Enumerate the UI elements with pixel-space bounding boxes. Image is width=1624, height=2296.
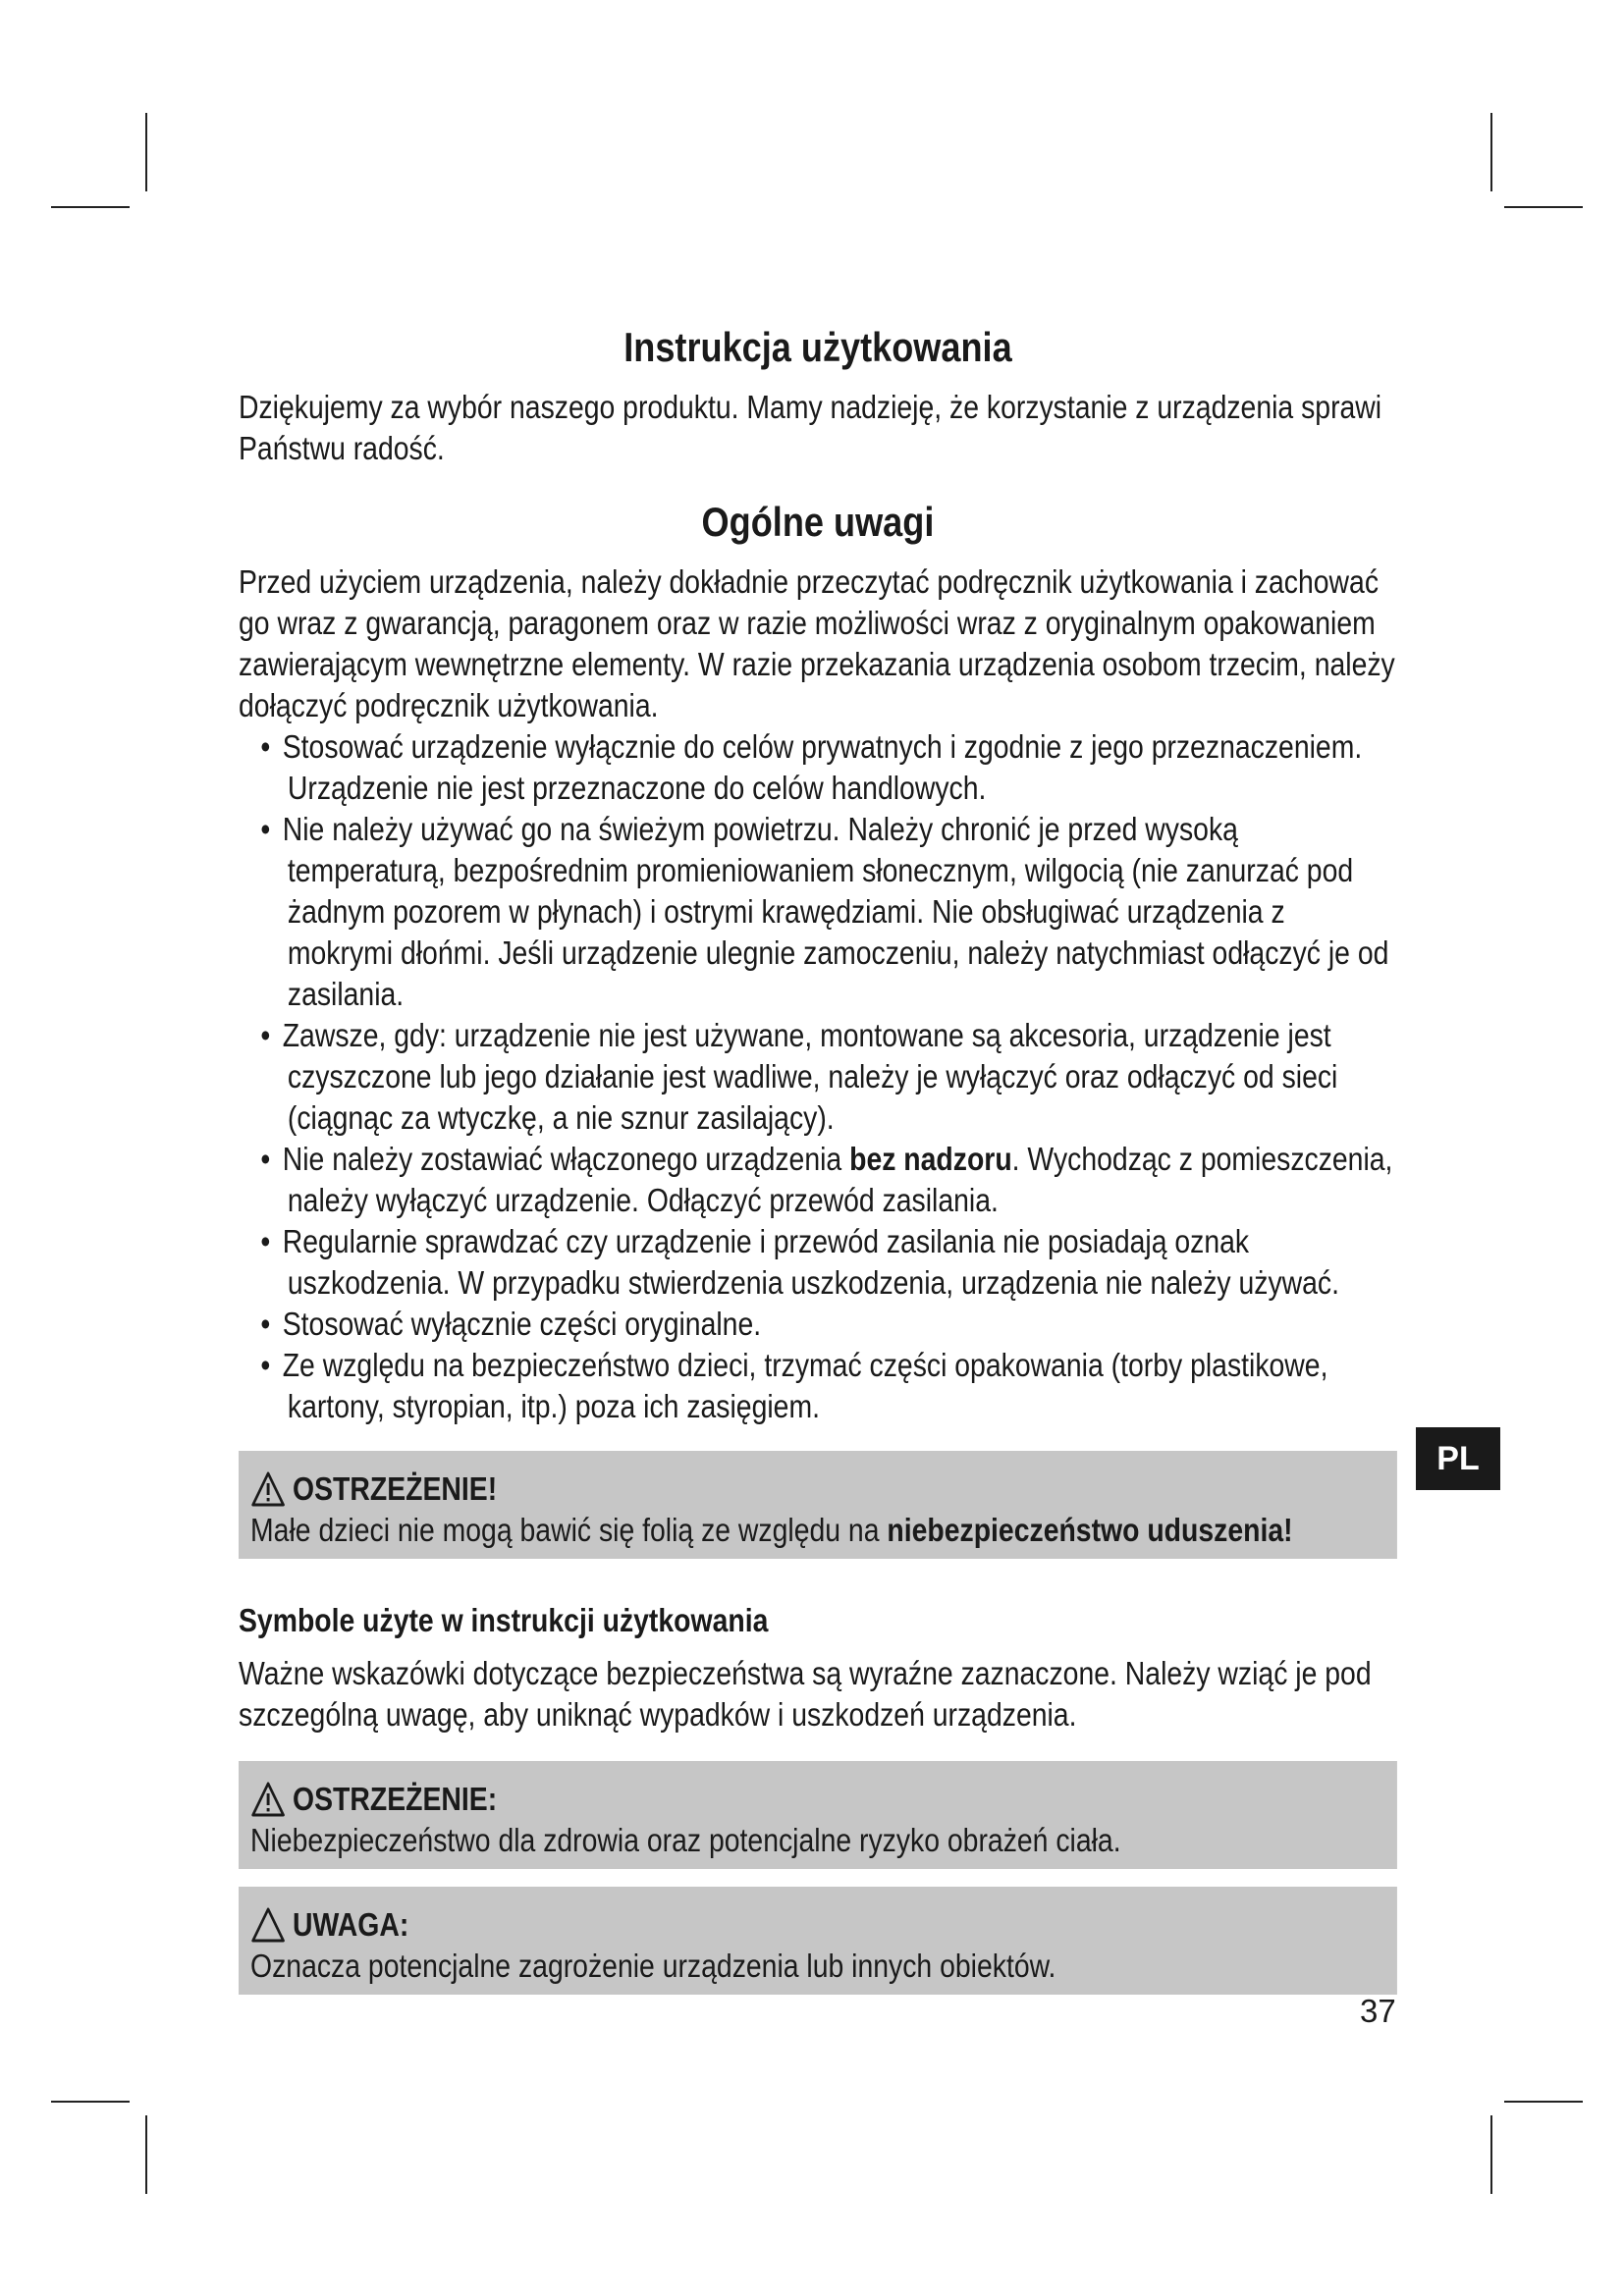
- crop-mark: [1490, 113, 1492, 191]
- page-number: 37: [1360, 1993, 1396, 2029]
- general-paragraph: Przed użyciem urządzenia, należy dokładnie przeczytać podręcznik użytkowania i zachować go wraz z gwarancją, paragonem oraz w razie możliwości wraz z oryginalnym opakowaniem zawierającym wewnętrzne elementy. W razie przekazania urządzenia osobom trzecim, należy dołączyć podręcznik użytkowania.: [239, 563, 1395, 723]
- bullet-mark: •: [260, 1223, 271, 1259]
- list-item: • Stosować urządzenie wyłącznie do celów prywatnych i zgodnie z jego przeznaczeniem. Urządzenie nie jest przeznaczone do celów handlowych.: [260, 728, 1363, 806]
- caution-heading: UWAGA:: [250, 1904, 1385, 1946]
- intro-paragraph: Dziękujemy za wybór naszego produktu. Mamy nadzieję, że korzystanie z urządzenia sprawi Państwu radość.: [239, 389, 1382, 466]
- warning-triangle-icon: [250, 1470, 286, 1508]
- caution-box: [239, 1887, 1397, 1995]
- crop-mark: [1490, 2115, 1492, 2194]
- warning-box-health: [239, 1761, 1397, 1869]
- section-title-general: Ogólne uwagi: [701, 499, 935, 545]
- warning-heading: OSTRZEŻENIE!: [250, 1468, 1385, 1510]
- bullet-mark: •: [260, 1306, 271, 1342]
- bullet-mark: •: [260, 811, 271, 847]
- list-item: • Zawsze, gdy: urządzenie nie jest używane, montowane są akcesoria, urządzenie jest czyszczone lub jego działanie jest wadliwe, należy je wyłączyć oraz odłączyć od sieci (ciągnąc za wtyczkę, a nie sznur zasilający).: [260, 1017, 1338, 1136]
- emphasis-text: bez nadzoru: [849, 1141, 1012, 1177]
- page-content: [239, 294, 1397, 1995]
- warning-box-suffocation: [239, 1451, 1397, 1559]
- list-item: • Nie należy używać go na świeżym powietrzu. Należy chronić je przed wysoką temperaturą, bezpośrednim promieniowaniem słonecznym, wilgocią (nie zanurzać pod żadnym pozorem w płynach) i ostrymi krawędziami. Nie obsługiwać urządzenia z mokrymi dłońmi. Jeśli urządzenie ulegnie zamoczeniu, należy natychmiast odłączyć je od zasilania.: [260, 811, 1389, 1012]
- crop-mark: [145, 2115, 147, 2194]
- bullet-mark: •: [260, 728, 271, 765]
- warning-triangle-icon: [250, 1781, 286, 1818]
- caution-triangle-icon: [250, 1906, 286, 1944]
- bullet-mark: •: [260, 1017, 271, 1053]
- crop-mark: [1504, 2101, 1583, 2103]
- warning-text: Małe dzieci nie mogą bawić się folią ze względu na niebezpieczeństwo uduszenia!: [250, 1512, 1293, 1548]
- list-item: • Regularnie sprawdzać czy urządzenie i przewód zasilania nie posiadają oznak uszkodzenia. W przypadku stwierdzenia uszkodzenia, urządzenia nie należy używać.: [260, 1223, 1339, 1301]
- bullet-mark: •: [260, 1141, 271, 1177]
- crop-mark: [51, 206, 130, 208]
- language-tab: PL: [1416, 1427, 1500, 1490]
- emphasis-text: niebezpieczeństwo uduszenia!: [887, 1512, 1293, 1548]
- crop-mark: [145, 113, 147, 191]
- symbols-heading: Symbole użyte w instrukcji użytkowania: [239, 1602, 769, 1638]
- bullet-mark: •: [260, 1347, 271, 1383]
- warning-text: Niebezpieczeństwo dla zdrowia oraz potencjalne ryzyko obrażeń ciała.: [250, 1822, 1121, 1858]
- caution-text: Oznacza potencjalne zagrożenie urządzenia lub innych obiektów.: [250, 1948, 1056, 1984]
- warning-heading: OSTRZEŻENIE:: [250, 1779, 1385, 1820]
- list-item: • Stosować wyłącznie części oryginalne.: [239, 1304, 1397, 1345]
- page-title: Instrukcja użytkowania: [623, 324, 1012, 370]
- symbols-paragraph: Ważne wskazówki dotyczące bezpieczeństwa są wyraźne zaznaczone. Należy wziąć je pod szczególną uwagę, aby uniknąć wypadków i uszkodzeń urządzenia.: [239, 1655, 1372, 1733]
- list-item: • Nie należy zostawiać włączonego urządzenia bez nadzoru. Wychodząc z pomieszczenia, należy wyłączyć urządzenie. Odłączyć przewód zasilania.: [260, 1141, 1393, 1218]
- safety-bullet-list: [239, 726, 1397, 1427]
- crop-mark: [51, 2101, 130, 2103]
- list-item: • Ze względu na bezpieczeństwo dzieci, trzymać części opakowania (torby plastikowe, kartony, styropian, itp.) poza ich zasięgiem.: [260, 1347, 1328, 1424]
- crop-mark: [1504, 206, 1583, 208]
